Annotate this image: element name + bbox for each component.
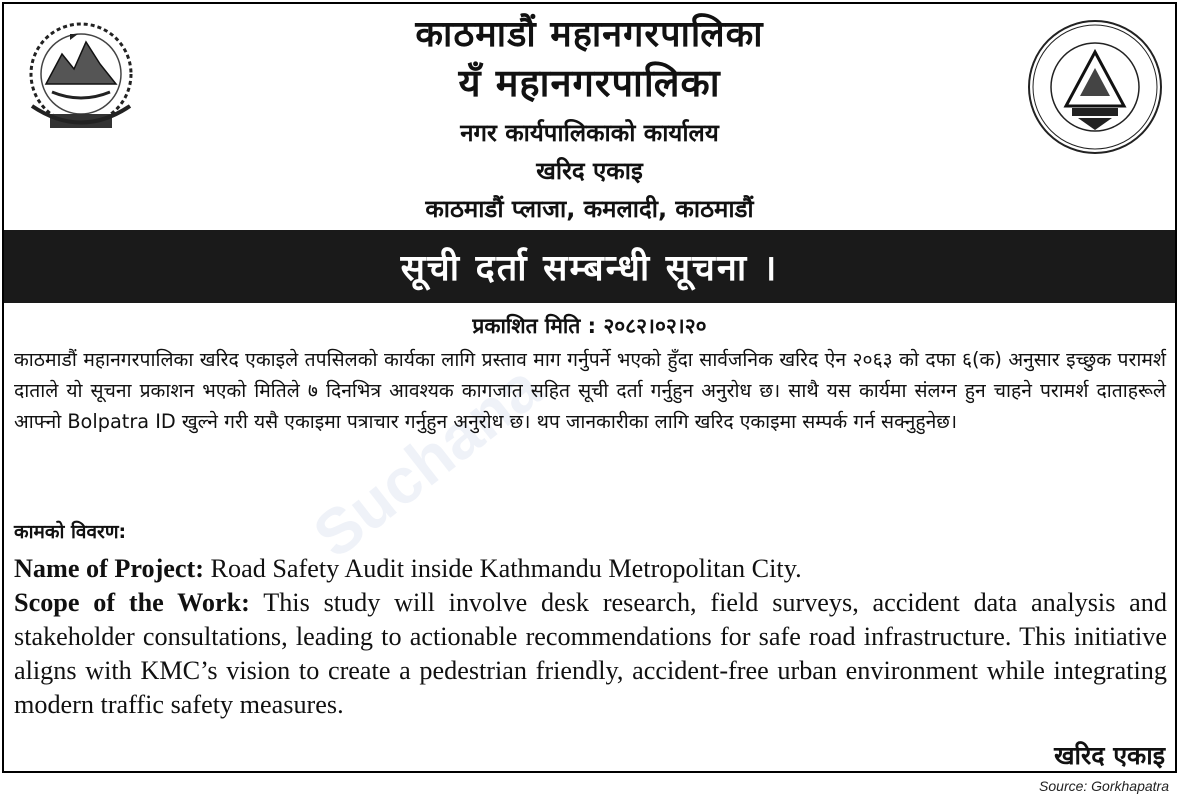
- source-credit: Source: Gorkhapatra: [1039, 778, 1169, 794]
- unit-name: खरिद एकाइ: [536, 157, 643, 185]
- notice-banner: सूची दर्ता सम्बन्धी सूचना ।: [4, 230, 1175, 303]
- office-name: नगर कार्यपालिकाको कार्यालय: [460, 119, 719, 147]
- work-description-label: कामको विवरण:: [14, 521, 127, 543]
- project-scope-line: [14, 586, 1167, 722]
- publication-date: प्रकाशित मिति : २०८२।०२।२०: [472, 314, 707, 338]
- project-name-label: Name of Project:: [14, 554, 204, 583]
- kathmandu-metropolitan-city-seal-icon: [1026, 18, 1164, 156]
- project-name-value: Road Safety Audit inside Kathmandu Metropolitan City.: [210, 554, 802, 583]
- notice-header: [4, 4, 1175, 230]
- project-scope-label: Scope of the Work:: [14, 588, 250, 617]
- page-title: काठमाडौं महानगरपालिका: [415, 14, 764, 55]
- project-name-line: [14, 552, 1167, 586]
- stylized-title: यँ महानगरपालिका: [458, 60, 721, 105]
- project-scope-value: This study will involve desk research, field surveys, accident data analysis and stakeholder consultations, leading to actionable recommendations for safe road infrastructure. This initiative aligns with KMC’s vision to create a pedestrian friendly, accident-free urban environment while integrating modern traffic safety measures.: [14, 588, 1167, 719]
- watermark-text: Suchana: [300, 350, 555, 572]
- office-address: काठमाडौं प्लाजा, कमलादी, काठमाडौं: [425, 195, 754, 223]
- notice: [2, 2, 1177, 773]
- project-details: [14, 552, 1167, 722]
- notice-body: काठमाडौं महानगरपालिका खरिद एकाइले तपसिलको कार्यका लागि प्रस्ताव माग गर्नुपर्ने भएको हुँदा सार्वजनिक खरिद ऐन २०६३ को दफा ६(क) अनुसार इच्छुक परामर्श दाताले यो सूचना प्रकाशन भएको मितिले ७ दिनभित्र आवश्यक कागजात सहित सूची दर्ता गर्नुहुन अनुरोध छ। साथै यस कार्यमा संलग्न हुन चाहने परामर्श दाताहरूले आफ्नो Bolpatra ID खुल्ने गरी यसै एकाइमा पत्राचार गर्नुहुन अनुरोध छ। थप जानकारीका लागि खरिद एकाइमा सम्पर्क गर्न सक्नुहुनेछ।: [14, 348, 1166, 433]
- signature: खरिद एकाइ: [1054, 741, 1165, 770]
